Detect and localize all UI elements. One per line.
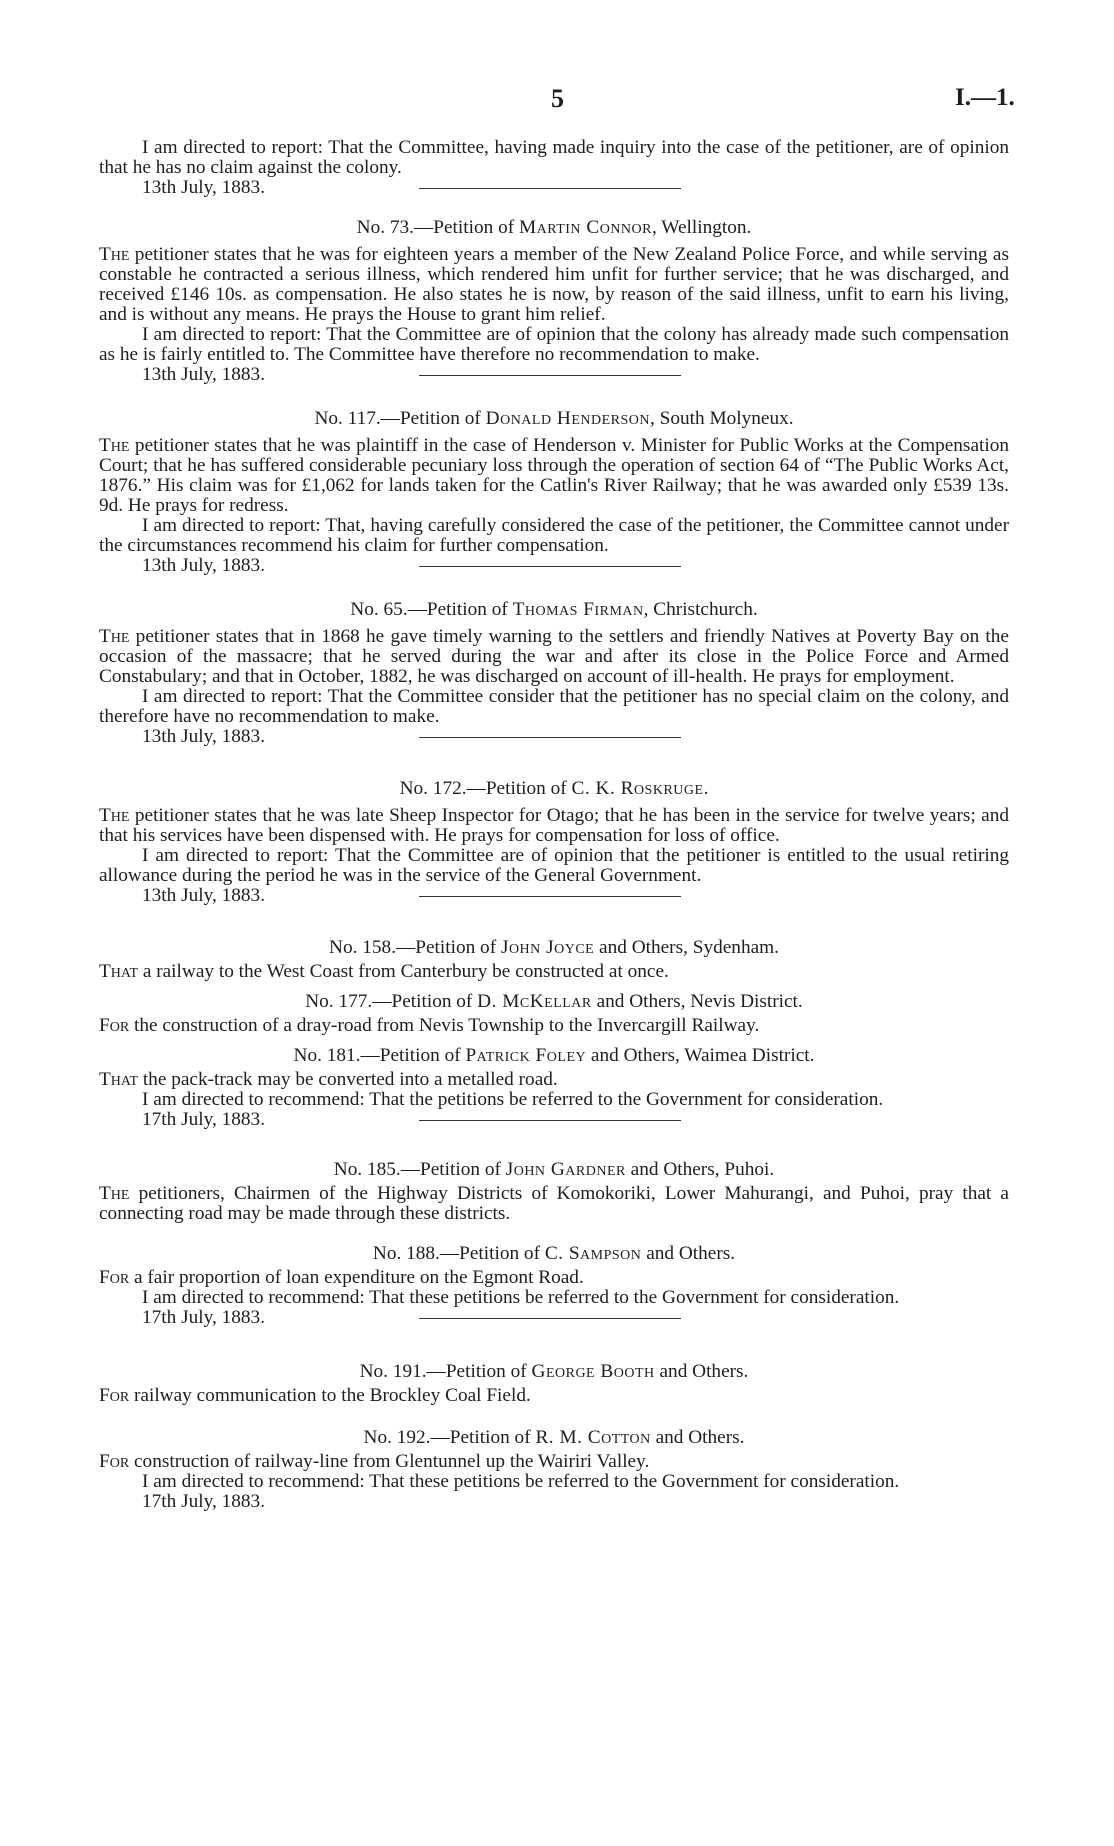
petitioner-name: D. McKellar [477,991,592,1012]
petition-body: For construction of railway-line from Glentunnel up the Wairiri Valley. [99,1451,650,1472]
petition-177 [99,992,1009,1036]
report-date: 17th July, 1883. [142,1110,1009,1130]
petition-heading: No. 181.—Petition of Patrick Foley and Others, Waimea District. [293,1045,815,1066]
petition-heading: No. 172.—Petition of C. K. Roskruge. [399,778,709,799]
section-divider [419,737,681,738]
petition-158 [99,938,1009,982]
report-date: 13th July, 1883. [142,727,1009,747]
petition-heading: No. 185.—Petition of John Gardner and Others, Puhoi. [333,1159,775,1180]
petition-heading: No. 188.—Petition of C. Sampson and Others. [372,1243,736,1264]
page-number: 5 [551,84,564,113]
document-body [99,138,1009,1512]
petition-188 [99,1244,1009,1328]
petition-body: The petitioner states that he was for eighteen years a member of the New Zealand Police Force, and while serving as constable he contracted a serious illness, which rendered him unfit for further service; that he was discharged, and received £146 10s. as compensation. He also states he is now, by reason of the said illness, unfit to earn his living, and is without any means. He prays the House to grant him relief. [99,244,1009,325]
petition-heading: No. 117.—Petition of Donald Henderson, South Molyneux. [314,408,794,429]
petition-body: For railway communication to the Brockley Coal Field. [99,1385,531,1406]
petition-heading: No. 73.—Petition of Martin Connor, Wellington. [356,217,752,238]
petition-body: The petitioner states that in 1868 he gave timely warning to the settlers and friendly Natives at Poverty Bay on the occasion of the massacre; that he served during the war and after its close in the Police Force and Armed Constabulary; and that in October, 1882, he was discharged on account of ill-health. He prays for employment. [99,626,1009,687]
petitioner-name: John Gardner [505,1159,626,1180]
committee-report: I am directed to report: That the Committee are of opinion that the colony has already made such compensation as he is fairly entitled to. The Committee have therefore no recommendation to make. [99,324,1009,365]
report-date: 13th July, 1883. [142,365,1009,385]
petition-heading: No. 65.—Petition of Thomas Firman, Christchurch. [350,599,758,620]
petitioner-name: C. Sampson [544,1243,642,1264]
section-divider [419,188,681,189]
petitioner-name: John Joyce [500,937,595,958]
petition-185 [99,1160,1009,1224]
section-divider [419,566,681,567]
petition-body: For a fair proportion of loan expenditure on the Egmont Road. [99,1267,584,1288]
section-divider [419,375,681,376]
petitioner-name: C. K. Roskruge [571,778,704,799]
section-divider [419,1120,681,1121]
petitioner-name: R. M. Cotton [535,1427,651,1448]
section-divider [419,896,681,897]
petitioner-name: Donald Henderson [485,408,650,429]
petition-body: For the construction of a dray-road from Nevis Township to the Invercargill Railway. [99,1015,760,1036]
intro-date: 13th July, 1883. [142,178,1009,198]
petition-heading: No. 191.—Petition of George Booth and Others. [359,1361,749,1382]
petitioner-name: George Booth [531,1361,655,1382]
petition-body: That a railway to the West Coast from Canterbury be constructed at once. [99,961,669,982]
petition-heading: No. 177.—Petition of D. McKellar and Others, Nevis District. [305,991,803,1012]
report-date: 17th July, 1883. [142,1308,1009,1328]
petition-heading: No. 158.—Petition of John Joyce and Others, Sydenham. [329,937,779,958]
petitioner-name: Martin Connor [518,217,652,238]
report-date: 13th July, 1883. [142,556,1009,576]
committee-report: I am directed to report: That, having carefully considered the case of the petitioner, the Committee cannot under the circumstances recommend his claim for further compensation. [99,515,1009,556]
section-divider [419,1318,681,1319]
petition-body: The petitioner states that he was plaintiff in the case of Henderson v. Minister for Public Works at the Compensation Court; that he has suffered considerable pecuniary loss through the operation of section 64 of “The Public Works Act, 1876.” His claim was for £1,062 for lands taken for the Catlin's River Railway; that he was awarded only £539 13s. 9d. He prays for redress. [99,435,1009,516]
committee-report: I am directed to report: That the Committee consider that the petitioner has no special claim on the colony, and therefore have no recommendation to make. [99,686,1009,727]
paper-code: I.—1. [955,84,1015,111]
petition-73 [99,218,1009,385]
intro-report: I am directed to report: That the Committee, having made inquiry into the case of the petitioner, are of opinion that he has no claim against the colony. [99,137,1009,178]
petition-body: That the pack-track may be converted into a metalled road. [99,1069,558,1090]
petition-117 [99,409,1009,576]
committee-recommendation: I am directed to recommend: That these petitions be referred to the Government for consideration. [142,1471,900,1492]
petition-body: The petitioners, Chairmen of the Highway Districts of Komokoriki, Lower Mahurangi, and Puhoi, pray that a connecting road may be made through these districts. [99,1183,1009,1224]
petition-181 [99,1046,1009,1130]
committee-report: I am directed to report: That the Committee are of opinion that the petitioner is entitled to the usual retiring allowance during the period he was in the service of the General Government. [99,845,1009,886]
petition-body: The petitioner states that he was late Sheep Inspector for Otago; that he has been in the service for twelve years; and that his services have been dispensed with. He prays for compensation for loss of office. [99,805,1009,846]
petitioner-name: Thomas Firman [512,599,644,620]
petition-65 [99,600,1009,747]
petition-heading: No. 192.—Petition of R. M. Cotton and Others. [363,1427,745,1448]
petitioner-name: Patrick Foley [465,1045,587,1066]
petition-191 [99,1362,1009,1406]
petition-192 [99,1428,1009,1512]
committee-recommendation: I am directed to recommend: That these petitions be referred to the Government for consideration. [142,1287,900,1308]
petition-172 [99,779,1009,906]
committee-recommendation: I am directed to recommend: That the petitions be referred to the Government for consideration. [142,1089,884,1110]
report-date: 13th July, 1883. [142,886,1009,906]
report-date: 17th July, 1883. [142,1491,266,1512]
